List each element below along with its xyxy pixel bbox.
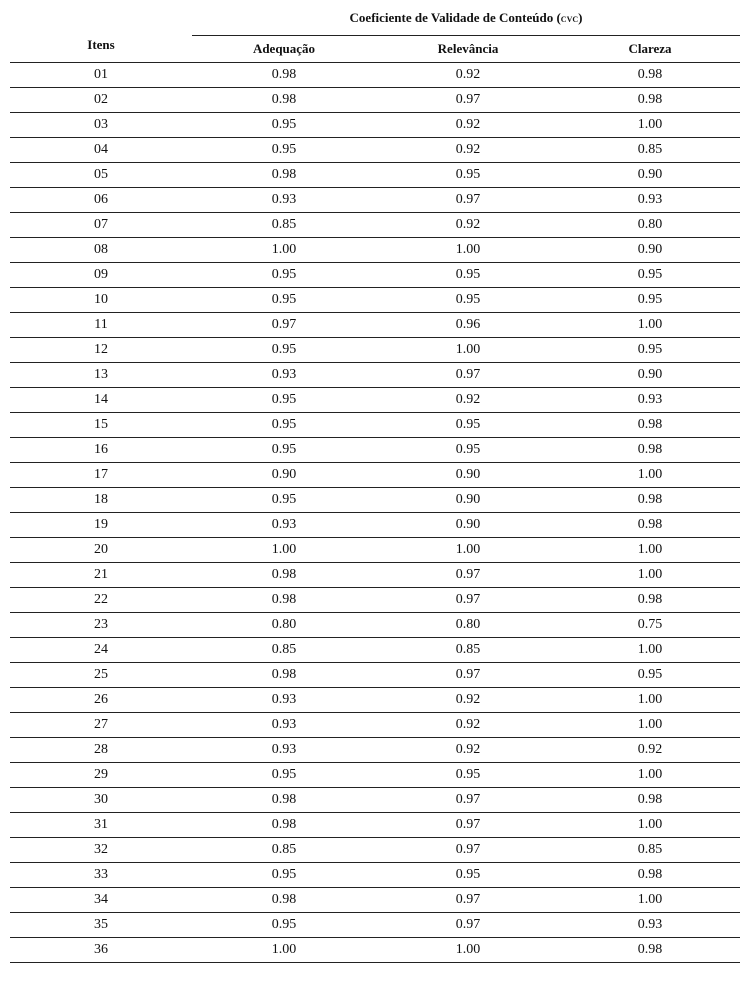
table-row (10, 188, 740, 213)
item-cell: 13 (10, 363, 192, 388)
item-cell: 15 (10, 413, 192, 438)
item-cell: 25 (10, 663, 192, 688)
relevancia-cell: 0.92 (376, 388, 560, 413)
adequacao-cell: 0.93 (192, 513, 376, 538)
adequacao-cell: 0.95 (192, 288, 376, 313)
table-row (10, 888, 740, 913)
item-cell: 31 (10, 813, 192, 838)
adequacao-cell: 0.98 (192, 63, 376, 88)
relevancia-cell: 0.85 (376, 638, 560, 663)
item-cell: 17 (10, 463, 192, 488)
table-row (10, 738, 740, 763)
adequacao-cell: 0.95 (192, 488, 376, 513)
adequacao-cell: 0.98 (192, 163, 376, 188)
clareza-cell: 1.00 (560, 713, 740, 738)
table-row (10, 363, 740, 388)
table-row (10, 813, 740, 838)
clareza-cell: 0.85 (560, 138, 740, 163)
table-row (10, 88, 740, 113)
adequacao-cell: 0.98 (192, 788, 376, 813)
adequacao-cell: 0.95 (192, 438, 376, 463)
clareza-cell: 0.98 (560, 513, 740, 538)
table-row (10, 713, 740, 738)
relevancia-cell: 0.92 (376, 113, 560, 138)
item-cell: 22 (10, 588, 192, 613)
clareza-cell: 0.98 (560, 588, 740, 613)
adequacao-cell: 0.98 (192, 563, 376, 588)
clareza-cell: 0.75 (560, 613, 740, 638)
clareza-cell: 1.00 (560, 763, 740, 788)
adequacao-cell: 0.85 (192, 638, 376, 663)
cvc-group-header (192, 0, 740, 36)
table-row (10, 663, 740, 688)
adequacao-cell: 0.90 (192, 463, 376, 488)
clareza-column-header: Clareza (560, 36, 740, 63)
table-row (10, 788, 740, 813)
clareza-cell: 0.90 (560, 163, 740, 188)
adequacao-cell: 0.98 (192, 88, 376, 113)
item-cell: 29 (10, 763, 192, 788)
item-cell: 10 (10, 288, 192, 313)
clareza-cell: 0.98 (560, 938, 740, 963)
item-cell: 18 (10, 488, 192, 513)
clareza-cell: 0.98 (560, 863, 740, 888)
clareza-cell: 0.98 (560, 413, 740, 438)
cvc-abbrev-open: ( (556, 9, 561, 25)
relevancia-cell: 0.95 (376, 288, 560, 313)
clareza-cell: 0.95 (560, 338, 740, 363)
item-cell: 27 (10, 713, 192, 738)
clareza-cell: 1.00 (560, 813, 740, 838)
item-cell: 08 (10, 238, 192, 263)
item-cell: 21 (10, 563, 192, 588)
relevancia-cell: 0.95 (376, 413, 560, 438)
item-cell: 35 (10, 913, 192, 938)
relevancia-cell: 0.97 (376, 838, 560, 863)
item-cell: 32 (10, 838, 192, 863)
item-cell: 14 (10, 388, 192, 413)
adequacao-cell: 1.00 (192, 938, 376, 963)
cvc-group-label: Coeficiente de Validade de Conteúdo (349, 9, 554, 25)
relevancia-cell: 0.97 (376, 188, 560, 213)
table-row (10, 388, 740, 413)
adequacao-cell: 0.93 (192, 713, 376, 738)
table-row (10, 588, 740, 613)
cvc-table-container (10, 0, 740, 963)
adequacao-cell: 0.93 (192, 738, 376, 763)
clareza-cell: 0.93 (560, 188, 740, 213)
table-row (10, 638, 740, 663)
table-row (10, 163, 740, 188)
table-row (10, 763, 740, 788)
adequacao-cell: 0.93 (192, 188, 376, 213)
clareza-cell: 1.00 (560, 688, 740, 713)
table-row (10, 488, 740, 513)
item-cell: 02 (10, 88, 192, 113)
cvc-abbrev-close: ) (578, 9, 583, 25)
relevancia-cell: 0.97 (376, 88, 560, 113)
item-cell: 09 (10, 263, 192, 288)
table-row (10, 263, 740, 288)
clareza-cell: 0.93 (560, 913, 740, 938)
table-row (10, 288, 740, 313)
relevancia-cell: 0.95 (376, 438, 560, 463)
table-row (10, 838, 740, 863)
item-cell: 07 (10, 213, 192, 238)
item-cell: 34 (10, 888, 192, 913)
clareza-cell: 0.98 (560, 88, 740, 113)
item-cell: 03 (10, 113, 192, 138)
clareza-cell: 0.80 (560, 213, 740, 238)
clareza-cell: 1.00 (560, 888, 740, 913)
cvc-table (10, 0, 740, 963)
adequacao-cell: 0.97 (192, 313, 376, 338)
relevancia-cell: 0.97 (376, 363, 560, 388)
relevancia-cell: 0.92 (376, 63, 560, 88)
relevancia-cell: 0.97 (376, 663, 560, 688)
item-cell: 12 (10, 338, 192, 363)
table-row (10, 688, 740, 713)
clareza-cell: 0.85 (560, 838, 740, 863)
item-cell: 19 (10, 513, 192, 538)
relevancia-cell: 1.00 (376, 338, 560, 363)
clareza-cell: 0.98 (560, 63, 740, 88)
adequacao-cell: 0.98 (192, 888, 376, 913)
table-row (10, 413, 740, 438)
adequacao-cell: 0.95 (192, 863, 376, 888)
clareza-cell: 0.98 (560, 488, 740, 513)
table-row (10, 113, 740, 138)
relevancia-cell: 0.97 (376, 913, 560, 938)
adequacao-cell: 1.00 (192, 538, 376, 563)
clareza-cell: 0.95 (560, 263, 740, 288)
item-cell: 06 (10, 188, 192, 213)
clareza-cell: 1.00 (560, 313, 740, 338)
adequacao-cell: 0.95 (192, 338, 376, 363)
adequacao-cell: 0.85 (192, 213, 376, 238)
table-header (10, 0, 740, 63)
adequacao-cell: 0.95 (192, 388, 376, 413)
table-row (10, 463, 740, 488)
clareza-cell: 0.95 (560, 663, 740, 688)
clareza-cell: 0.92 (560, 738, 740, 763)
table-row (10, 138, 740, 163)
table-row (10, 238, 740, 263)
item-cell: 11 (10, 313, 192, 338)
item-cell: 30 (10, 788, 192, 813)
relevancia-cell: 0.95 (376, 763, 560, 788)
relevancia-cell: 0.92 (376, 688, 560, 713)
adequacao-cell: 0.93 (192, 363, 376, 388)
relevancia-cell: 0.97 (376, 788, 560, 813)
clareza-cell: 0.95 (560, 288, 740, 313)
clareza-cell: 0.98 (560, 438, 740, 463)
clareza-cell: 1.00 (560, 638, 740, 663)
clareza-cell: 1.00 (560, 113, 740, 138)
table-row (10, 513, 740, 538)
relevancia-cell: 0.92 (376, 738, 560, 763)
relevancia-cell: 0.97 (376, 888, 560, 913)
relevancia-cell: 0.95 (376, 163, 560, 188)
adequacao-cell: 0.95 (192, 263, 376, 288)
adequacao-cell: 0.98 (192, 588, 376, 613)
item-cell: 04 (10, 138, 192, 163)
item-cell: 28 (10, 738, 192, 763)
adequacao-cell: 0.95 (192, 913, 376, 938)
relevancia-cell: 0.97 (376, 563, 560, 588)
item-cell: 24 (10, 638, 192, 663)
item-cell: 01 (10, 63, 192, 88)
relevancia-cell: 1.00 (376, 538, 560, 563)
adequacao-cell: 1.00 (192, 238, 376, 263)
table-body (10, 63, 740, 963)
clareza-cell: 1.00 (560, 538, 740, 563)
relevancia-cell: 1.00 (376, 238, 560, 263)
table-row (10, 438, 740, 463)
table-row (10, 938, 740, 963)
table-row (10, 563, 740, 588)
adequacao-cell: 0.98 (192, 663, 376, 688)
adequacao-cell: 0.93 (192, 688, 376, 713)
relevancia-cell: 0.95 (376, 863, 560, 888)
adequacao-cell: 0.95 (192, 113, 376, 138)
relevancia-cell: 0.97 (376, 813, 560, 838)
relevancia-cell: 0.80 (376, 613, 560, 638)
table-row (10, 338, 740, 363)
relevancia-cell: 0.95 (376, 263, 560, 288)
relevancia-column-header: Relevância (376, 36, 560, 63)
relevancia-cell: 0.90 (376, 463, 560, 488)
table-row (10, 63, 740, 88)
clareza-cell: 1.00 (560, 563, 740, 588)
cvc-abbrev: cvc (560, 10, 579, 25)
item-cell: 36 (10, 938, 192, 963)
items-column-header: Itens (10, 0, 192, 63)
relevancia-cell: 0.90 (376, 513, 560, 538)
relevancia-cell: 0.96 (376, 313, 560, 338)
clareza-cell: 0.90 (560, 238, 740, 263)
clareza-cell: 0.93 (560, 388, 740, 413)
clareza-cell: 1.00 (560, 463, 740, 488)
adequacao-cell: 0.95 (192, 413, 376, 438)
item-cell: 20 (10, 538, 192, 563)
adequacao-cell: 0.98 (192, 813, 376, 838)
relevancia-cell: 0.92 (376, 713, 560, 738)
table-row (10, 313, 740, 338)
item-cell: 05 (10, 163, 192, 188)
table-row (10, 213, 740, 238)
table-row (10, 613, 740, 638)
adequacao-cell: 0.85 (192, 838, 376, 863)
adequacao-cell: 0.95 (192, 763, 376, 788)
relevancia-cell: 0.97 (376, 588, 560, 613)
relevancia-cell: 0.92 (376, 138, 560, 163)
item-cell: 23 (10, 613, 192, 638)
clareza-cell: 0.98 (560, 788, 740, 813)
adequacao-cell: 0.95 (192, 138, 376, 163)
item-cell: 16 (10, 438, 192, 463)
table-row (10, 913, 740, 938)
relevancia-cell: 1.00 (376, 938, 560, 963)
adequacao-column-header: Adequação (192, 36, 376, 63)
adequacao-cell: 0.80 (192, 613, 376, 638)
clareza-cell: 0.90 (560, 363, 740, 388)
relevancia-cell: 0.90 (376, 488, 560, 513)
item-cell: 33 (10, 863, 192, 888)
relevancia-cell: 0.92 (376, 213, 560, 238)
item-cell: 26 (10, 688, 192, 713)
table-row (10, 863, 740, 888)
table-row (10, 538, 740, 563)
